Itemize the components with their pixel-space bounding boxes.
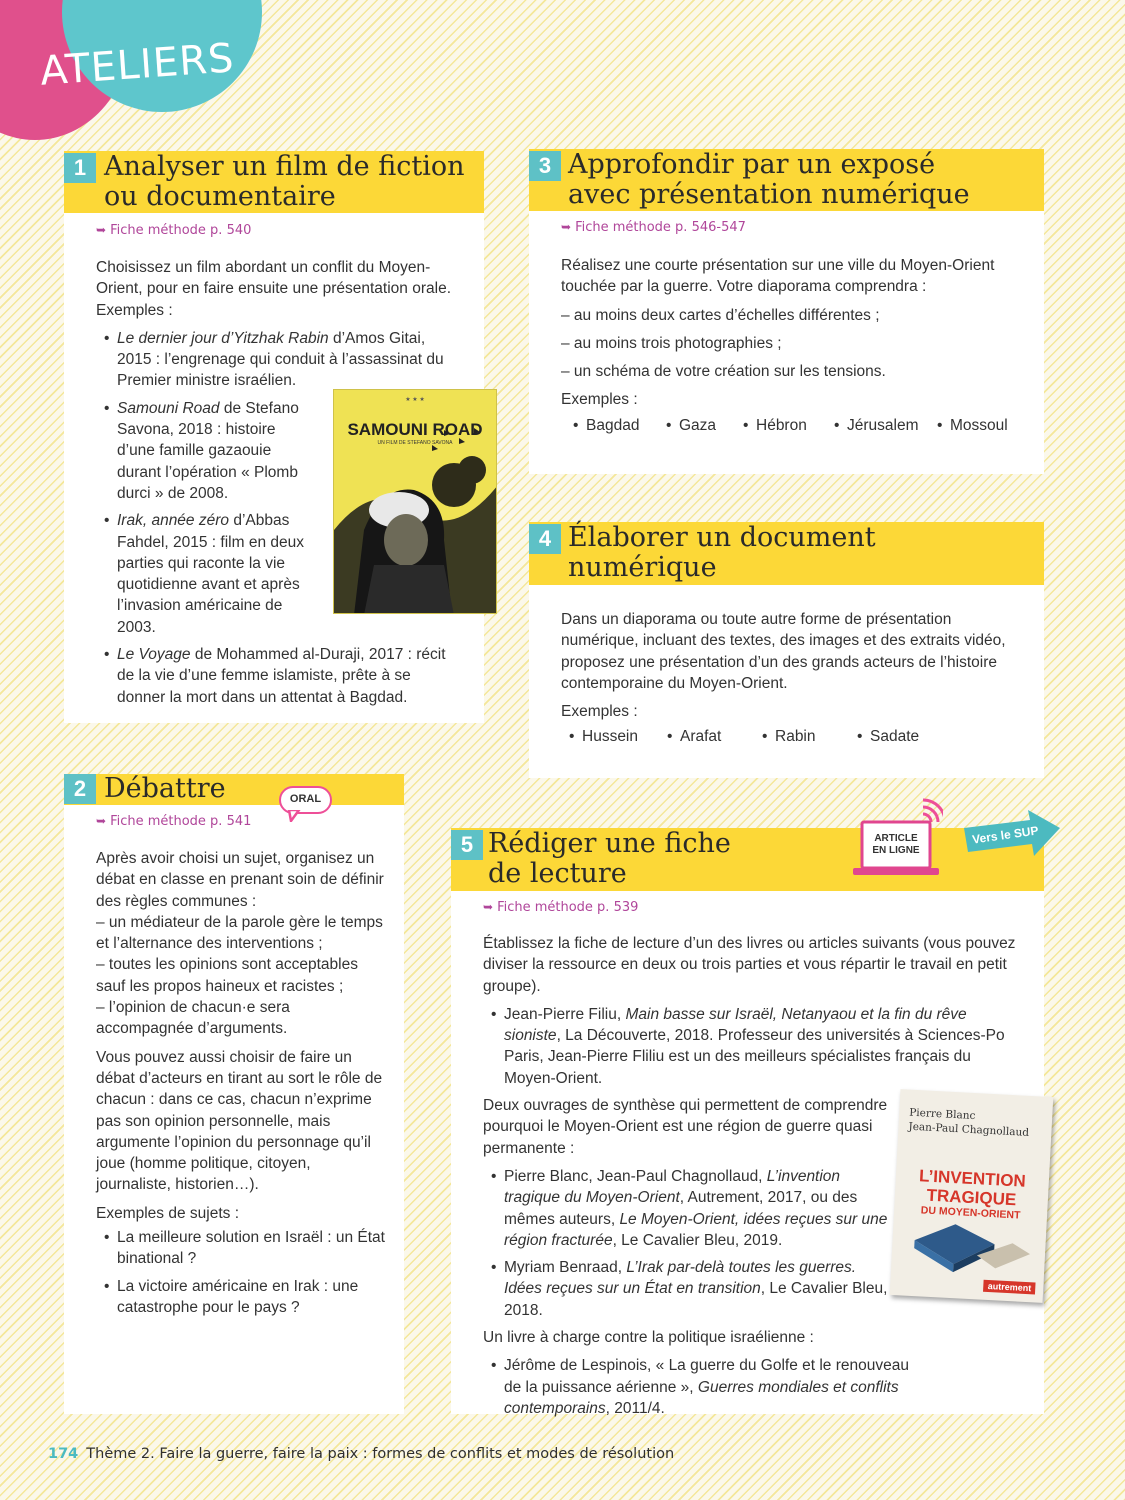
card-2-header xyxy=(64,774,404,805)
book-title: L’INVENTION TRAGIQUE DU MOYEN-ORIENT xyxy=(918,1166,1027,1222)
card-5-title: Rédiger une fiche de lecture xyxy=(488,828,731,889)
card-2-para1: Après avoir choisi un sujet, organisez un débat en classe en prenant soin de définir des règles communes : xyxy=(96,850,384,910)
card-5-header xyxy=(451,828,1044,891)
article-en-ligne-badge[interactable] xyxy=(853,798,943,880)
card-3 xyxy=(529,149,1044,474)
example-item: • Sadate xyxy=(857,726,919,747)
card-4 xyxy=(529,522,1044,778)
card-1-title: Analyser un film de fiction ou documentaire xyxy=(104,151,465,212)
card-2-number: 2 xyxy=(64,774,96,804)
card-3-line: – un schéma de votre création sur les tensions. xyxy=(561,363,886,381)
card-4-examples-label: Exemples : xyxy=(561,703,638,721)
book-publisher: autrement xyxy=(983,1280,1035,1295)
card-1-header xyxy=(64,151,484,213)
page-number: 174 xyxy=(48,1446,79,1462)
card-2-body xyxy=(96,848,386,1324)
card-2-para2: Vous pouvez aussi choisir de faire un débat d’acteurs en tirant au sort le rôle de chacun : dans ce cas, chacun n’exprime pas son opinion personnelle, mais argumente l’opinion du personnage qu’il joue (homme politique, citoyen, journaliste, historien…). xyxy=(96,1048,383,1194)
film-item: • Irak, année zéro d’Abbas Fahdel, 2015 : film en deux parties qui raconte la vie quotidienne avant et après l’invasion américaine de 2003. xyxy=(96,510,314,638)
card-3-intro: Réalisez une courte présentation sur une ville du Moyen-Orient touchée par la guerre. Votre diaporama comprendra : xyxy=(561,257,995,296)
oral-badge-tail xyxy=(287,810,301,822)
card-5-intro: Établissez la fiche de lecture d’un des livres ou articles suivants (vous pouvez diviser la ressource en deux ou trois parties et vous répartir le travail en petit groupe). xyxy=(483,935,1016,995)
film-item: • Samouni Road de Stefano Savona, 2018 : histoire d’une famille gazaouie durant l’opération « Plomb durci » de 2008. xyxy=(96,398,314,504)
card-5-para3: Un livre à charge contre la politique israélienne : xyxy=(483,1329,814,1347)
subject-item: • La meilleure solution en Israël : un État binational ? xyxy=(96,1227,386,1270)
book-illustration xyxy=(890,1089,1054,1303)
poster-subtitle: UN FILM DE STEFANO SAVONA xyxy=(377,440,453,446)
card-2 xyxy=(64,774,404,1414)
card-1-intro: Choisissez un film abordant un conflit du Moyen-Orient, pour en faire ensuite une présentation orale. Exemples : xyxy=(96,259,452,319)
badge-label: ARTICLE EN LIGNE xyxy=(872,833,920,856)
card-3-examples xyxy=(561,415,1016,436)
card-2-title: Débattre xyxy=(104,773,226,804)
card-3-line: – au moins deux cartes d’échelles différentes ; xyxy=(561,306,880,324)
samouni-road-poster: ★ ★ ★ SAMOUNI ROAD UN FILM DE STEFANO SAVONA xyxy=(333,389,497,614)
poster-artwork xyxy=(334,390,497,614)
example-item: • Hussein xyxy=(569,726,667,747)
reading-item: • Jean-Pierre Filiu, Main basse sur Israël, Netanyaou et la fin du rêve sioniste, La Découverte, 2018. Professeur des universités à Sciences-Po Paris, Jean-Pierre Fliliu est un des meilleurs spécialistes français du Moyen-Orient. xyxy=(483,1004,1018,1089)
card-4-examples xyxy=(561,726,1016,747)
reading-item: • Pierre Blanc, Jean-Paul Chagnollaud, L’invention tragique du Moyen-Orient, Autrement, 2017, ou des mêmes auteurs, Le Moyen-Orient, idées reçues sur une région fracturée, Le Cavalier Bleu, 2019. xyxy=(483,1166,888,1251)
card-4-body xyxy=(561,609,1016,748)
card-3-body xyxy=(561,255,1016,436)
example-item: • Gaza xyxy=(666,415,743,436)
card-3-number: 3 xyxy=(529,151,561,181)
card-5-number: 5 xyxy=(451,830,483,860)
card-3-title: Approfondir par un exposé avec présentation numérique xyxy=(568,149,970,210)
film-item: • Le dernier jour d’Yitzhak Rabin d’Amos Gitai, 2015 : l’engrenage qui conduit à l’assassinat du Premier ministre israélien. xyxy=(96,328,456,392)
arrow-icon: ➥ xyxy=(483,900,494,914)
card-4-number: 4 xyxy=(529,524,561,554)
card-3-header xyxy=(529,149,1044,211)
card-1-number: 1 xyxy=(64,153,96,183)
reading-item: • Myriam Benraad, L’Irak par-delà toutes les guerres. Idées reçues sur un État en transition, Le Cavalier Bleu, 2018. xyxy=(483,1257,888,1321)
footer-theme: Thème 2. Faire la guerre, faire la paix : formes de conflits et modes de résolution xyxy=(86,1446,675,1462)
card-5-para2: Deux ouvrages de synthèse qui permettent de comprendre pourquoi le Moyen-Orient est une région de guerre quasi permanente : xyxy=(483,1097,888,1157)
example-item: • Rabin xyxy=(762,726,857,747)
arrow-icon: ➥ xyxy=(96,814,107,828)
book-authors: Pierre Blanc Jean-Paul Chagnollaud xyxy=(908,1106,1030,1139)
card-4-title: Élaborer un document numérique xyxy=(568,522,876,583)
reading-item: • Jérôme de Lespinois, « La guerre du Golfe et le renouveau de la puissance aérienne », Guerres mondiales et conflits contemporains, 2011/4. xyxy=(483,1355,913,1419)
arrow-icon: ➥ xyxy=(561,220,572,234)
card-5-fiche-link[interactable]: ➥ Fiche méthode p. 539 xyxy=(483,900,639,915)
example-item: • Mossoul xyxy=(937,415,1008,436)
subject-item: • La victoire américaine en Irak : une catastrophe pour le pays ? xyxy=(96,1276,386,1319)
poster-title: SAMOUNI ROAD xyxy=(347,420,483,439)
card-4-text: Dans un diaporama ou toute autre forme de présentation numérique, incluant des textes, des images et des extraits vidéo, proposez une présentation d’un des grands acteurs de l’histoire contemporaine du Moyen-Orient. xyxy=(561,611,1006,692)
film-item: • Le Voyage de Mohammed al-Duraji, 2017 : récit de la vie d’une femme islamiste, prête à se donner la mort dans un attentat à Bagdad. xyxy=(96,644,456,708)
card-1-fiche-link[interactable]: ➥ Fiche méthode p. 540 xyxy=(96,223,252,238)
card-2-subjects-label: Exemples de sujets : xyxy=(96,1204,240,1222)
example-item: • Jérusalem xyxy=(834,415,937,436)
book-cover xyxy=(890,1089,1054,1303)
oral-badge: ORAL xyxy=(279,786,332,814)
example-item: • Bagdad xyxy=(573,415,666,436)
card-3-fiche-link[interactable]: ➥ Fiche méthode p. 546-547 xyxy=(561,220,746,235)
card-2-rule: – toutes les opinions sont acceptables sauf les propos haineux et racistes ; xyxy=(96,956,358,995)
card-2-fiche-link[interactable]: ➥ Fiche méthode p. 541 xyxy=(96,814,252,829)
card-3-line: – au moins trois photographies ; xyxy=(561,334,782,352)
card-3-examples-label: Exemples : xyxy=(561,391,638,409)
card-4-header xyxy=(529,522,1044,585)
page-footer xyxy=(48,1446,674,1462)
section-label: ATELIERS xyxy=(38,35,236,95)
card-2-rule: – l’opinion de chacun·e sera accompagnée d’arguments. xyxy=(96,999,290,1038)
arrow-icon: ➥ xyxy=(96,223,107,237)
example-item: • Arafat xyxy=(667,726,762,747)
example-item: • Hébron xyxy=(743,415,834,436)
card-2-rule: – un médiateur de la parole gère le temps et l’alternance des interventions ; xyxy=(96,913,383,953)
vers-le-sup-link[interactable]: Vers le SUP xyxy=(962,806,1062,862)
